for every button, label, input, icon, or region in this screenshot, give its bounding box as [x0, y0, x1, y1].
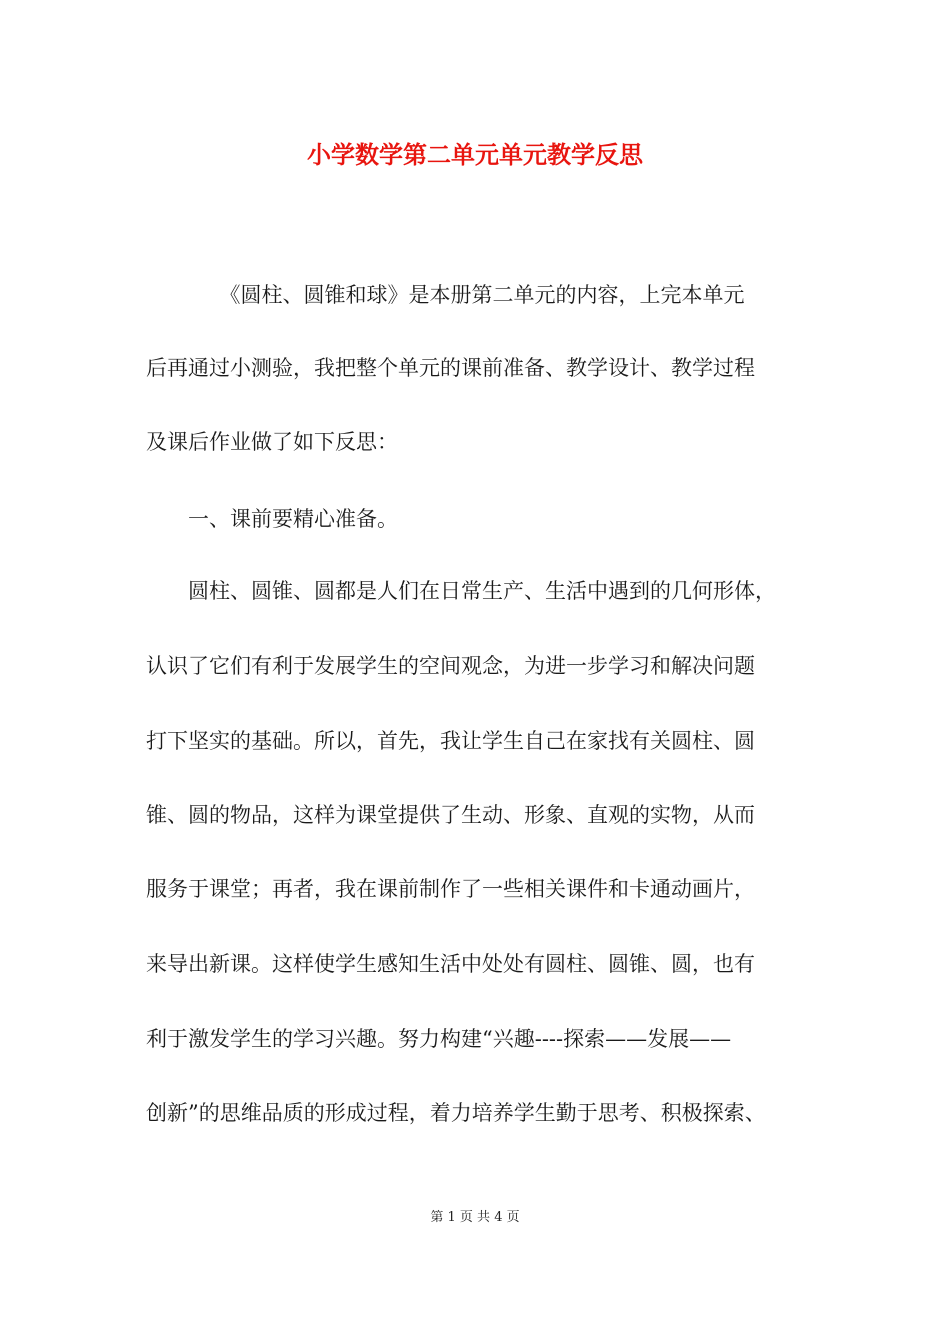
paragraph-line: 利于激发学生的学习兴趣。努力构建“兴趣----探索——发展—— — [146, 1027, 732, 1051]
paragraph-line: 《圆柱、圆锥和球》是本册第二单元的内容，上完本单元 — [146, 283, 745, 307]
paragraph-line: 及课后作业做了如下反思： — [146, 430, 398, 454]
paragraph-line: 圆柱、圆锥、圆都是人们在日常生产、生活中遇到的几何形体， — [146, 579, 776, 603]
paragraph-line: 打下坚实的基础。所以，首先，我让学生自己在家找有关圆柱、圆 — [146, 729, 755, 753]
page-number: 第 1 页 共 4 页 — [430, 1210, 520, 1225]
paragraph-line: 锥、圆的物品，这样为课堂提供了生动、形象、直观的实物，从而 — [146, 803, 755, 827]
paragraph-line: 认识了它们有利于发展学生的空间观念，为进一步学习和解决问题 — [146, 654, 755, 678]
paragraph-line: 服务于课堂；再者，我在课前制作了一些相关课件和卡通动画片， — [146, 877, 755, 901]
paragraph-line: 后再通过小测验，我把整个单元的课前准备、教学设计、教学过程 — [146, 356, 755, 380]
paragraph-line: 来导出新课。这样使学生感知生活中处处有圆柱、圆锥、圆，也有 — [146, 952, 755, 976]
section-heading: 一、课前要精心准备。 — [146, 507, 398, 531]
paragraph-line: 创新”的思维品质的形成过程，着力培养学生勤于思考、积极探索、 — [146, 1101, 766, 1125]
document-title: 小学数学第二单元单元教学反思 — [307, 140, 643, 169]
